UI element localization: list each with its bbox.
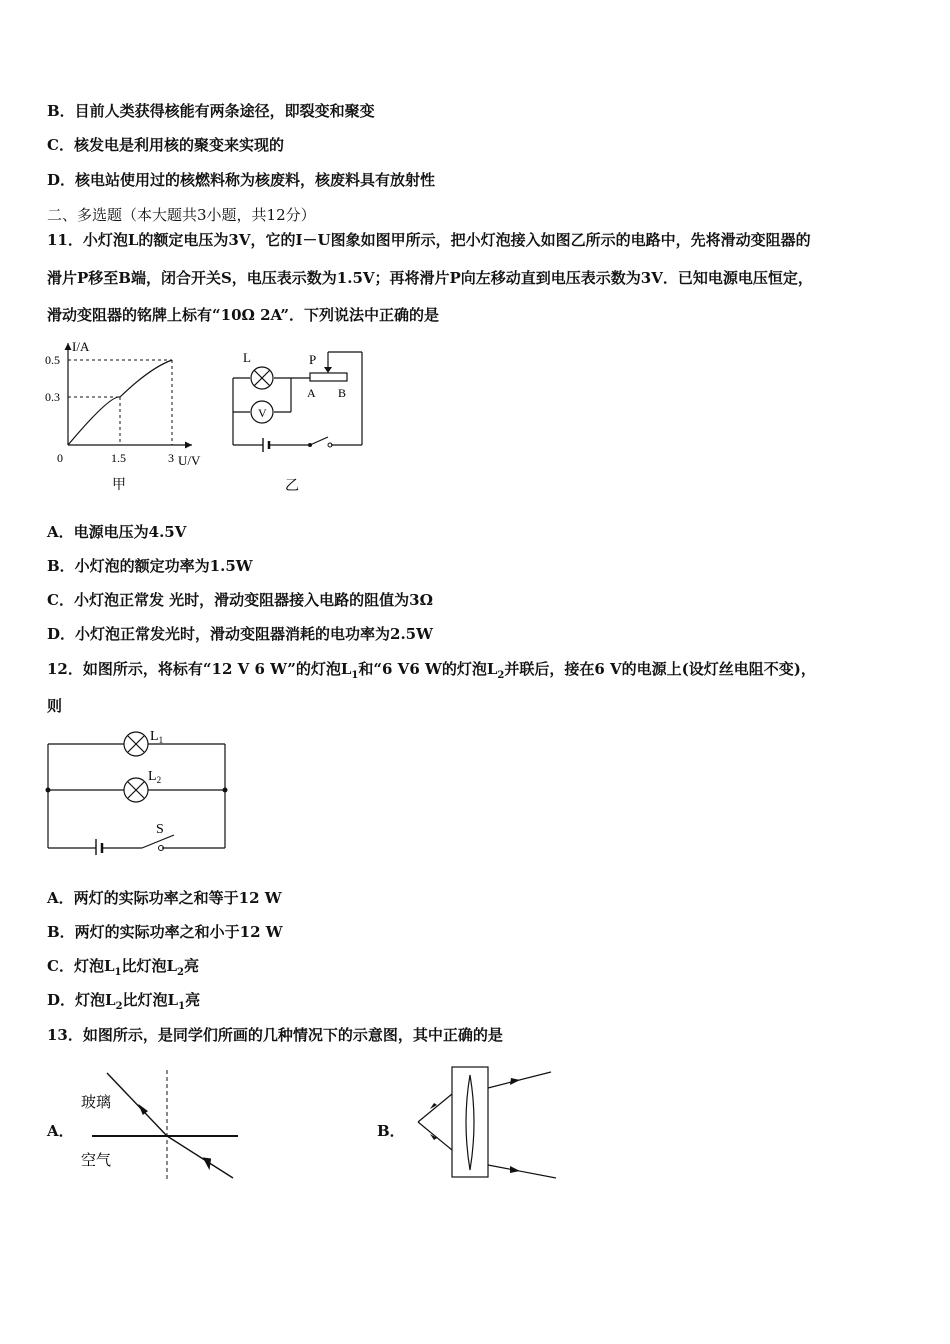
lens-shape bbox=[466, 1075, 474, 1170]
section-heading: 二、多选题（本大题共3小题，共12分） bbox=[47, 206, 316, 224]
q12-option-c: C．灯泡$L_1$比灯泡$L_2$亮 bbox=[47, 957, 200, 978]
q12-option-b: B．两灯的实际功率之和小于12 W bbox=[47, 923, 283, 941]
refraction-diagram bbox=[75, 1068, 245, 1183]
q12-stem-line1: 12．如图所示，将标有“12 V 6 W”的灯泡$L_1$和“6 V6 W的灯泡$L_2$并联后，接在6 V的电源上(设灯丝电阻不变)， bbox=[47, 660, 816, 681]
y-axis-label: I/A bbox=[72, 339, 90, 354]
slider-label: P bbox=[309, 352, 317, 367]
q12-option-d: D．灯泡$L_2$比灯泡$L_1$亮 bbox=[47, 991, 201, 1012]
circuit-yi bbox=[225, 345, 370, 500]
q13-option-b-label: B． bbox=[377, 1122, 405, 1140]
q11-option-a: A．电源电压为4.5V bbox=[47, 523, 187, 541]
q12-option-a: A．两灯的实际功率之和等于12 W bbox=[47, 889, 282, 907]
q11-stem-line3: 滑动变阻器的铭牌上标有“10Ω 2A”．下列说法中正确的是 bbox=[47, 306, 440, 324]
x-tick-3: 3 bbox=[168, 451, 174, 465]
glass-label: 玻璃 bbox=[81, 1095, 112, 1111]
iu-graph bbox=[40, 335, 220, 500]
q10-option-b: B．目前人类获得核能有两条途径，即裂变和聚变 bbox=[47, 102, 375, 120]
q11-option-d: D．小灯泡正常发光时，滑动变阻器消耗的电功率为2.5W bbox=[47, 625, 433, 643]
end-b-label: B bbox=[338, 386, 347, 400]
q11-stem-line2: 滑片P移至B端，闭合开关S，电压表示数为1.5V；再将滑片P向左移动直到电压表示数为3V．已知电源电压恒定， bbox=[47, 269, 813, 287]
caption-jia: 甲 bbox=[112, 478, 126, 493]
x-tick-15: 1.5 bbox=[111, 451, 126, 465]
switch-label: S bbox=[156, 822, 164, 837]
arrow-out-bottom bbox=[510, 1166, 520, 1173]
voltmeter-label: V bbox=[258, 406, 267, 420]
end-a-label: A bbox=[307, 386, 316, 400]
q13-option-a-label: A． bbox=[47, 1122, 74, 1140]
y-tick-05: 0.5 bbox=[45, 353, 60, 367]
arrow-out-top bbox=[510, 1078, 520, 1085]
q11-option-c: C．小灯泡正常发 光时，滑动变阻器接入电路的阻值为3Ω bbox=[47, 591, 433, 609]
incident-ray bbox=[107, 1073, 167, 1136]
incident-arrow bbox=[138, 1104, 148, 1115]
x-tick-0: 0 bbox=[57, 451, 63, 465]
q11-option-b: B．小灯泡的额定功率为1.5W bbox=[47, 557, 253, 575]
l1-label: $L_1$ bbox=[150, 729, 164, 745]
lens-diagram bbox=[410, 1060, 560, 1185]
lamp-label: L bbox=[243, 350, 251, 365]
arrow-in-top bbox=[430, 1103, 437, 1109]
q11-stem-line1: 11．小灯泡L的额定电压为3V，它的I－U图象如图甲所示，把小灯泡接入如图乙所示的电路中，先将滑动变阻器的 bbox=[47, 231, 811, 249]
q10-option-c: C．核发电是利用核的聚变来实现的 bbox=[47, 136, 284, 154]
air-label: 空气 bbox=[81, 1153, 112, 1169]
q12-stem-line2: 则 bbox=[47, 697, 63, 715]
ray-out-bottom bbox=[488, 1165, 556, 1178]
q10-option-d: D．核电站使用过的核燃料称为核废料，核废料具有放射性 bbox=[47, 171, 436, 189]
ray-in-bottom bbox=[418, 1122, 452, 1150]
q13-stem: 13．如图所示，是同学们所画的几种情况下的示意图，其中正确的是 bbox=[47, 1026, 503, 1044]
parallel-circuit bbox=[40, 725, 240, 855]
x-axis-label: U/V bbox=[178, 453, 201, 468]
y-tick-03: 0.3 bbox=[45, 390, 60, 404]
lens-box bbox=[452, 1067, 488, 1177]
refracted-ray bbox=[167, 1136, 233, 1178]
ray-in-top bbox=[418, 1094, 452, 1122]
iu-curve bbox=[68, 360, 172, 445]
l2-label: $L_2$ bbox=[148, 769, 162, 785]
caption-yi: 乙 bbox=[285, 479, 299, 494]
